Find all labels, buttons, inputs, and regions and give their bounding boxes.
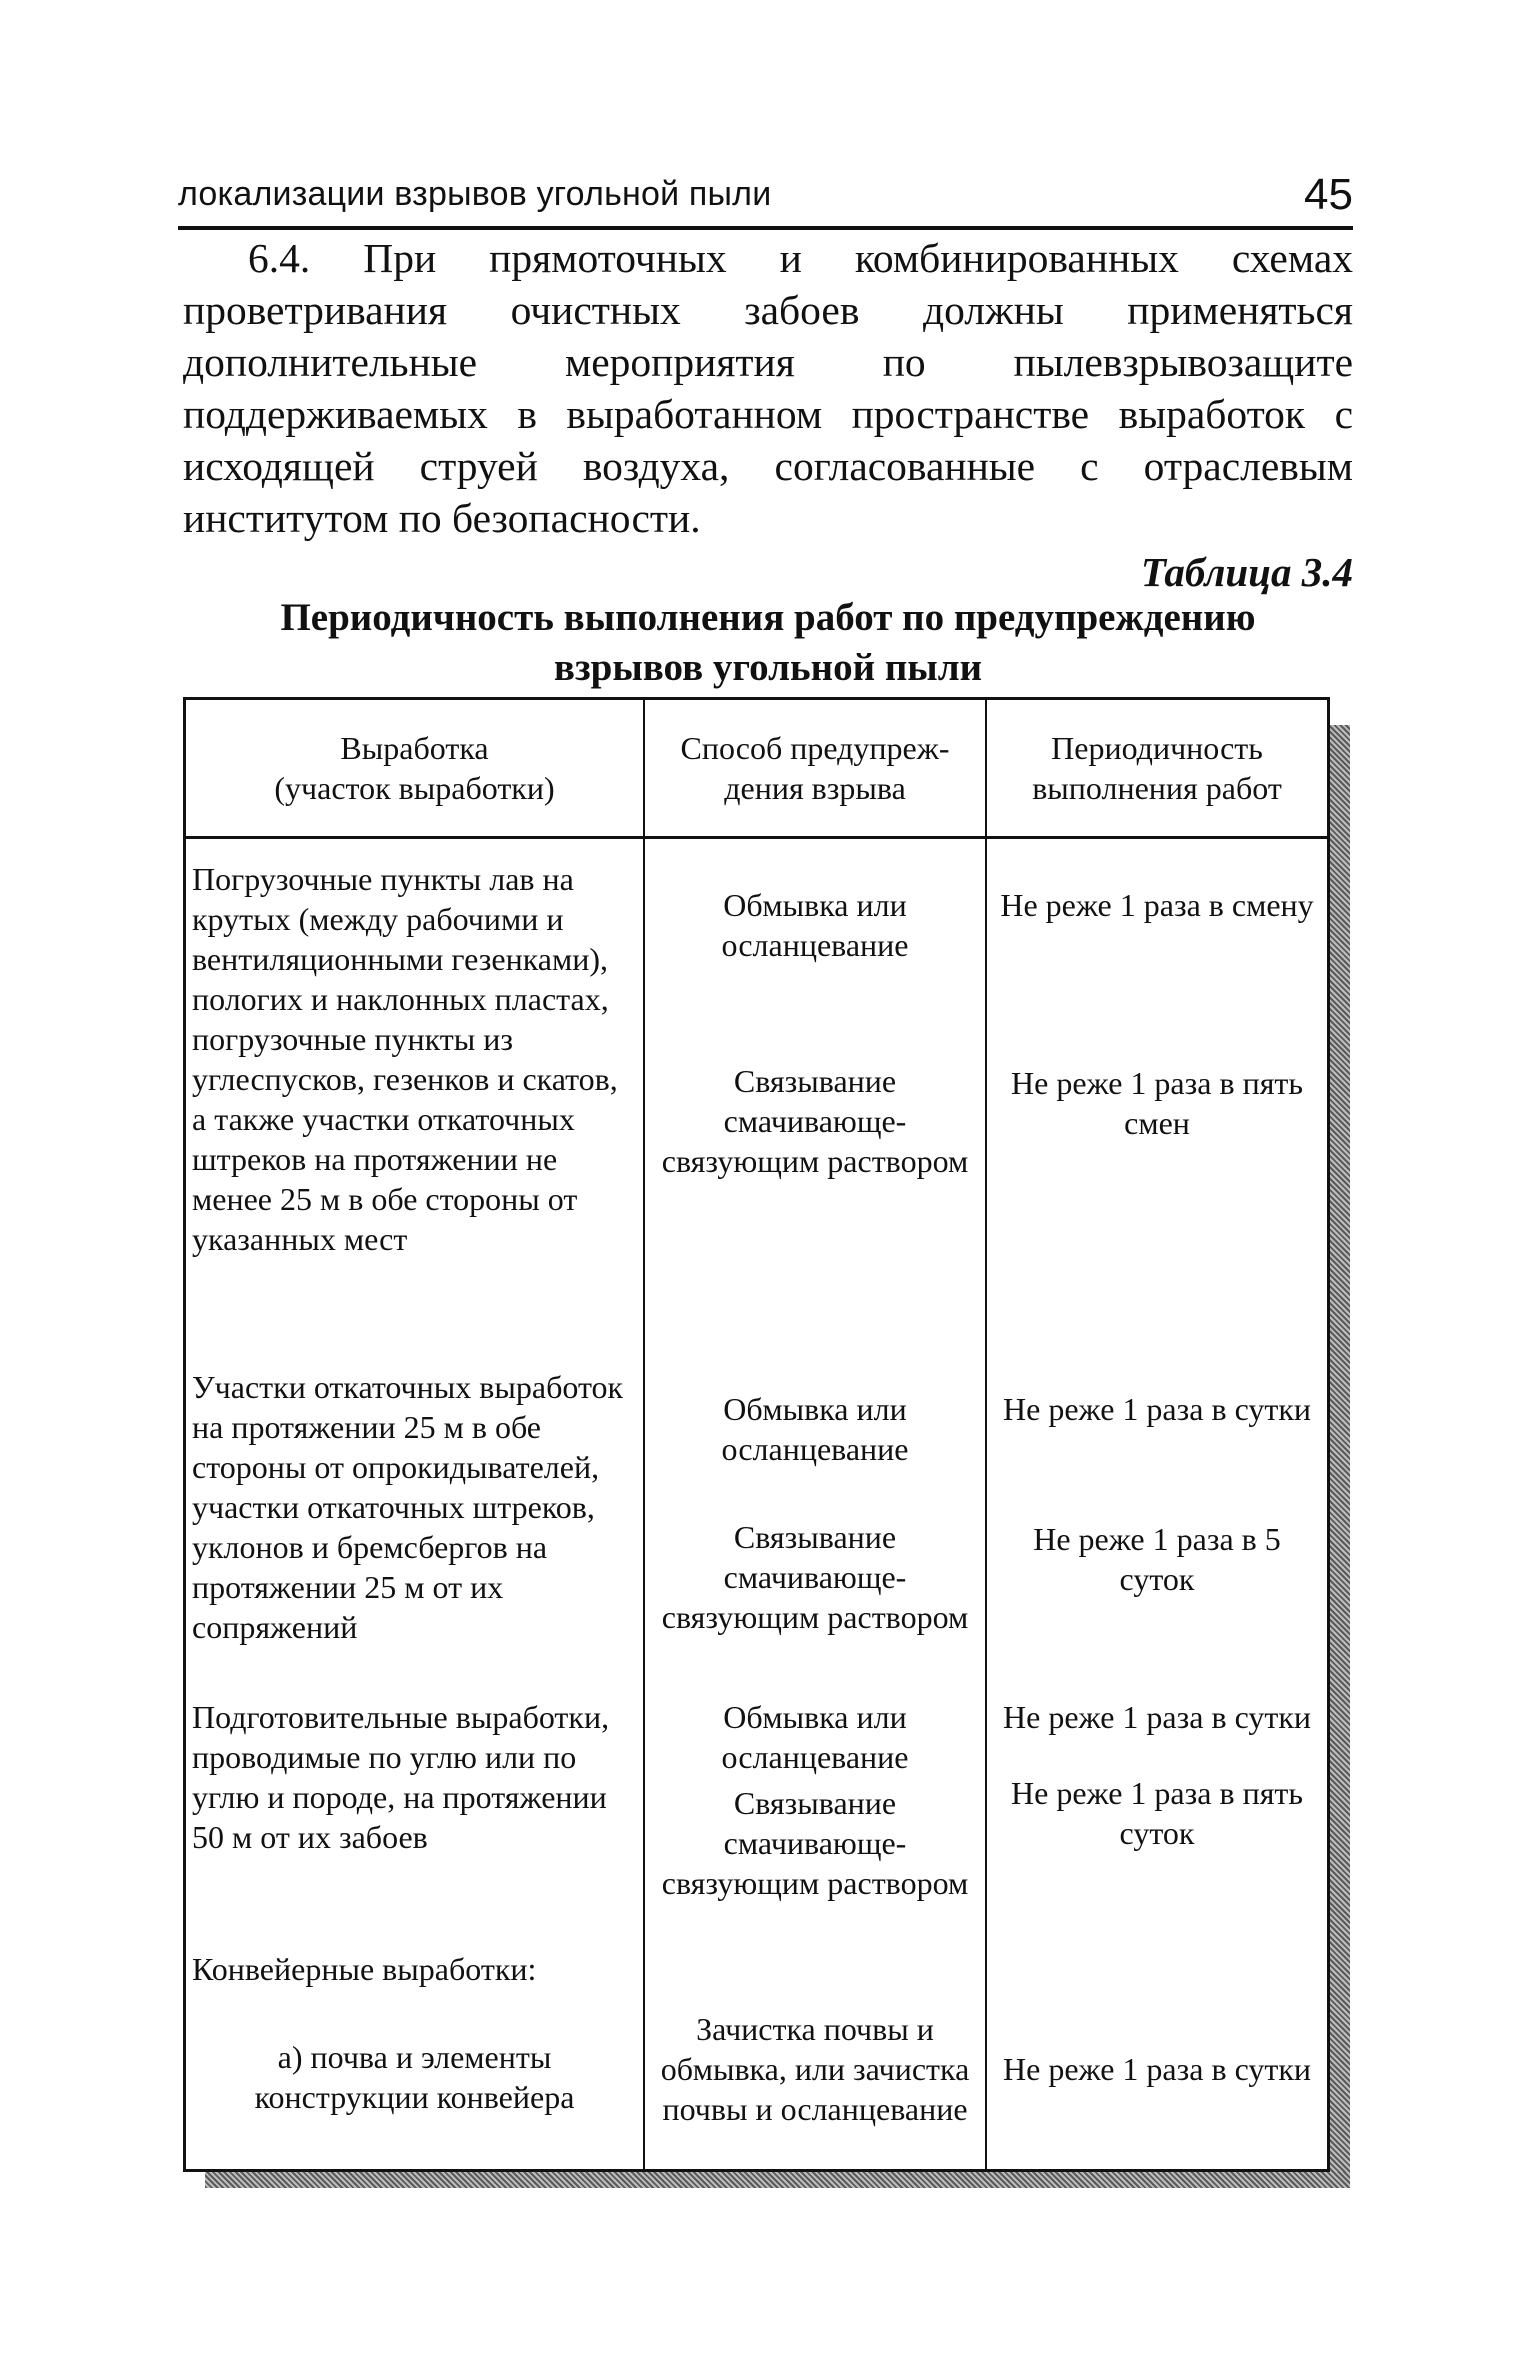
- period-cell: Не реже 1 раза в сутки: [986, 1937, 1327, 2169]
- periodicity-table-frame: [183, 697, 1330, 2172]
- method-cell: Обмывка или осланцевание Связывание смачивающе-связующим раствором: [644, 1347, 986, 1687]
- work-cell: Погрузочные пункты лав на крутых (между рабочими и вентиляционными гезенками), пологих и наклонных пластах, погрузочные пункты из углеспусков, гезенков и скатов, а также участки откаточных штреков на протяжении не менее 25 м в обе стороны от указанных мест: [186, 837, 644, 1347]
- header-work: Выработка (участок выработки): [186, 700, 644, 837]
- running-title: локализации взрывов угольной пыли: [178, 175, 772, 213]
- table-shadow-bottom: [205, 2172, 1350, 2188]
- work-cell: Конвейерные выработки: а) почва и элементы конструкции конвейера: [186, 1937, 644, 2169]
- table-label: Таблица 3.4: [1140, 549, 1353, 595]
- period-cell: Не реже 1 раза в сутки Не реже 1 раза в 5 суток: [986, 1347, 1327, 1687]
- header-rule: [178, 226, 1353, 230]
- method-cell: Обмывка или осланцевание Связывание смачивающе-связующим раствором: [644, 1687, 986, 1937]
- work-cell: Участки откаточных выработок на протяжении 25 м в обе стороны от опрокидывателей, участки откаточных штреков, уклонов и бремсбергов на протяжении 25 м от их сопряжений: [186, 1347, 644, 1687]
- period-cell: Не реже 1 раза в сутки Не реже 1 раза в пять суток: [986, 1687, 1327, 1937]
- period-cell: Не реже 1 раза в смену Не реже 1 раза в пять смен: [986, 837, 1327, 1347]
- method-cell: Зачистка почвы и обмывка, или зачистка почвы и осланцевание: [644, 1937, 986, 2169]
- periodicity-table: [186, 700, 1327, 2169]
- header-method: Способ предупреж- дения взрыва: [644, 700, 986, 837]
- paragraph-6-4: 6.4. При прямоточных и комбинированных схемах проветривания очистных забоев должны применяться дополнительные мероприятия по пылевзрывозащите поддерживаемых в выработанном пространстве выработок с исходящей струей воздуха, согласованные с отраслевым институтом по безопасности.: [183, 235, 1353, 541]
- table-title-line2: взрывов угольной пыли: [553, 646, 983, 689]
- table-shadow-right: [1330, 725, 1350, 2187]
- table-caption: [183, 593, 1353, 693]
- running-head: [178, 150, 1353, 230]
- table-row: [186, 1687, 1327, 1937]
- method-cell: Обмывка или осланцевание Связывание смачивающе-связующим раствором: [644, 837, 986, 1347]
- page-number: 45: [1304, 170, 1353, 219]
- header-period: Периодичность выполнения работ: [986, 700, 1327, 837]
- work-cell: Подготовительные выработки, проводимые по углю или по углю и породе, на протяжении 50 м от их забоев: [186, 1687, 644, 1937]
- table-header-row: [186, 700, 1327, 837]
- table-title-line1: Периодичность выполнения работ по предупреждению: [280, 596, 1256, 639]
- table-row: [186, 1347, 1327, 1687]
- table-row: [186, 1937, 1327, 2169]
- table-row: [186, 837, 1327, 1347]
